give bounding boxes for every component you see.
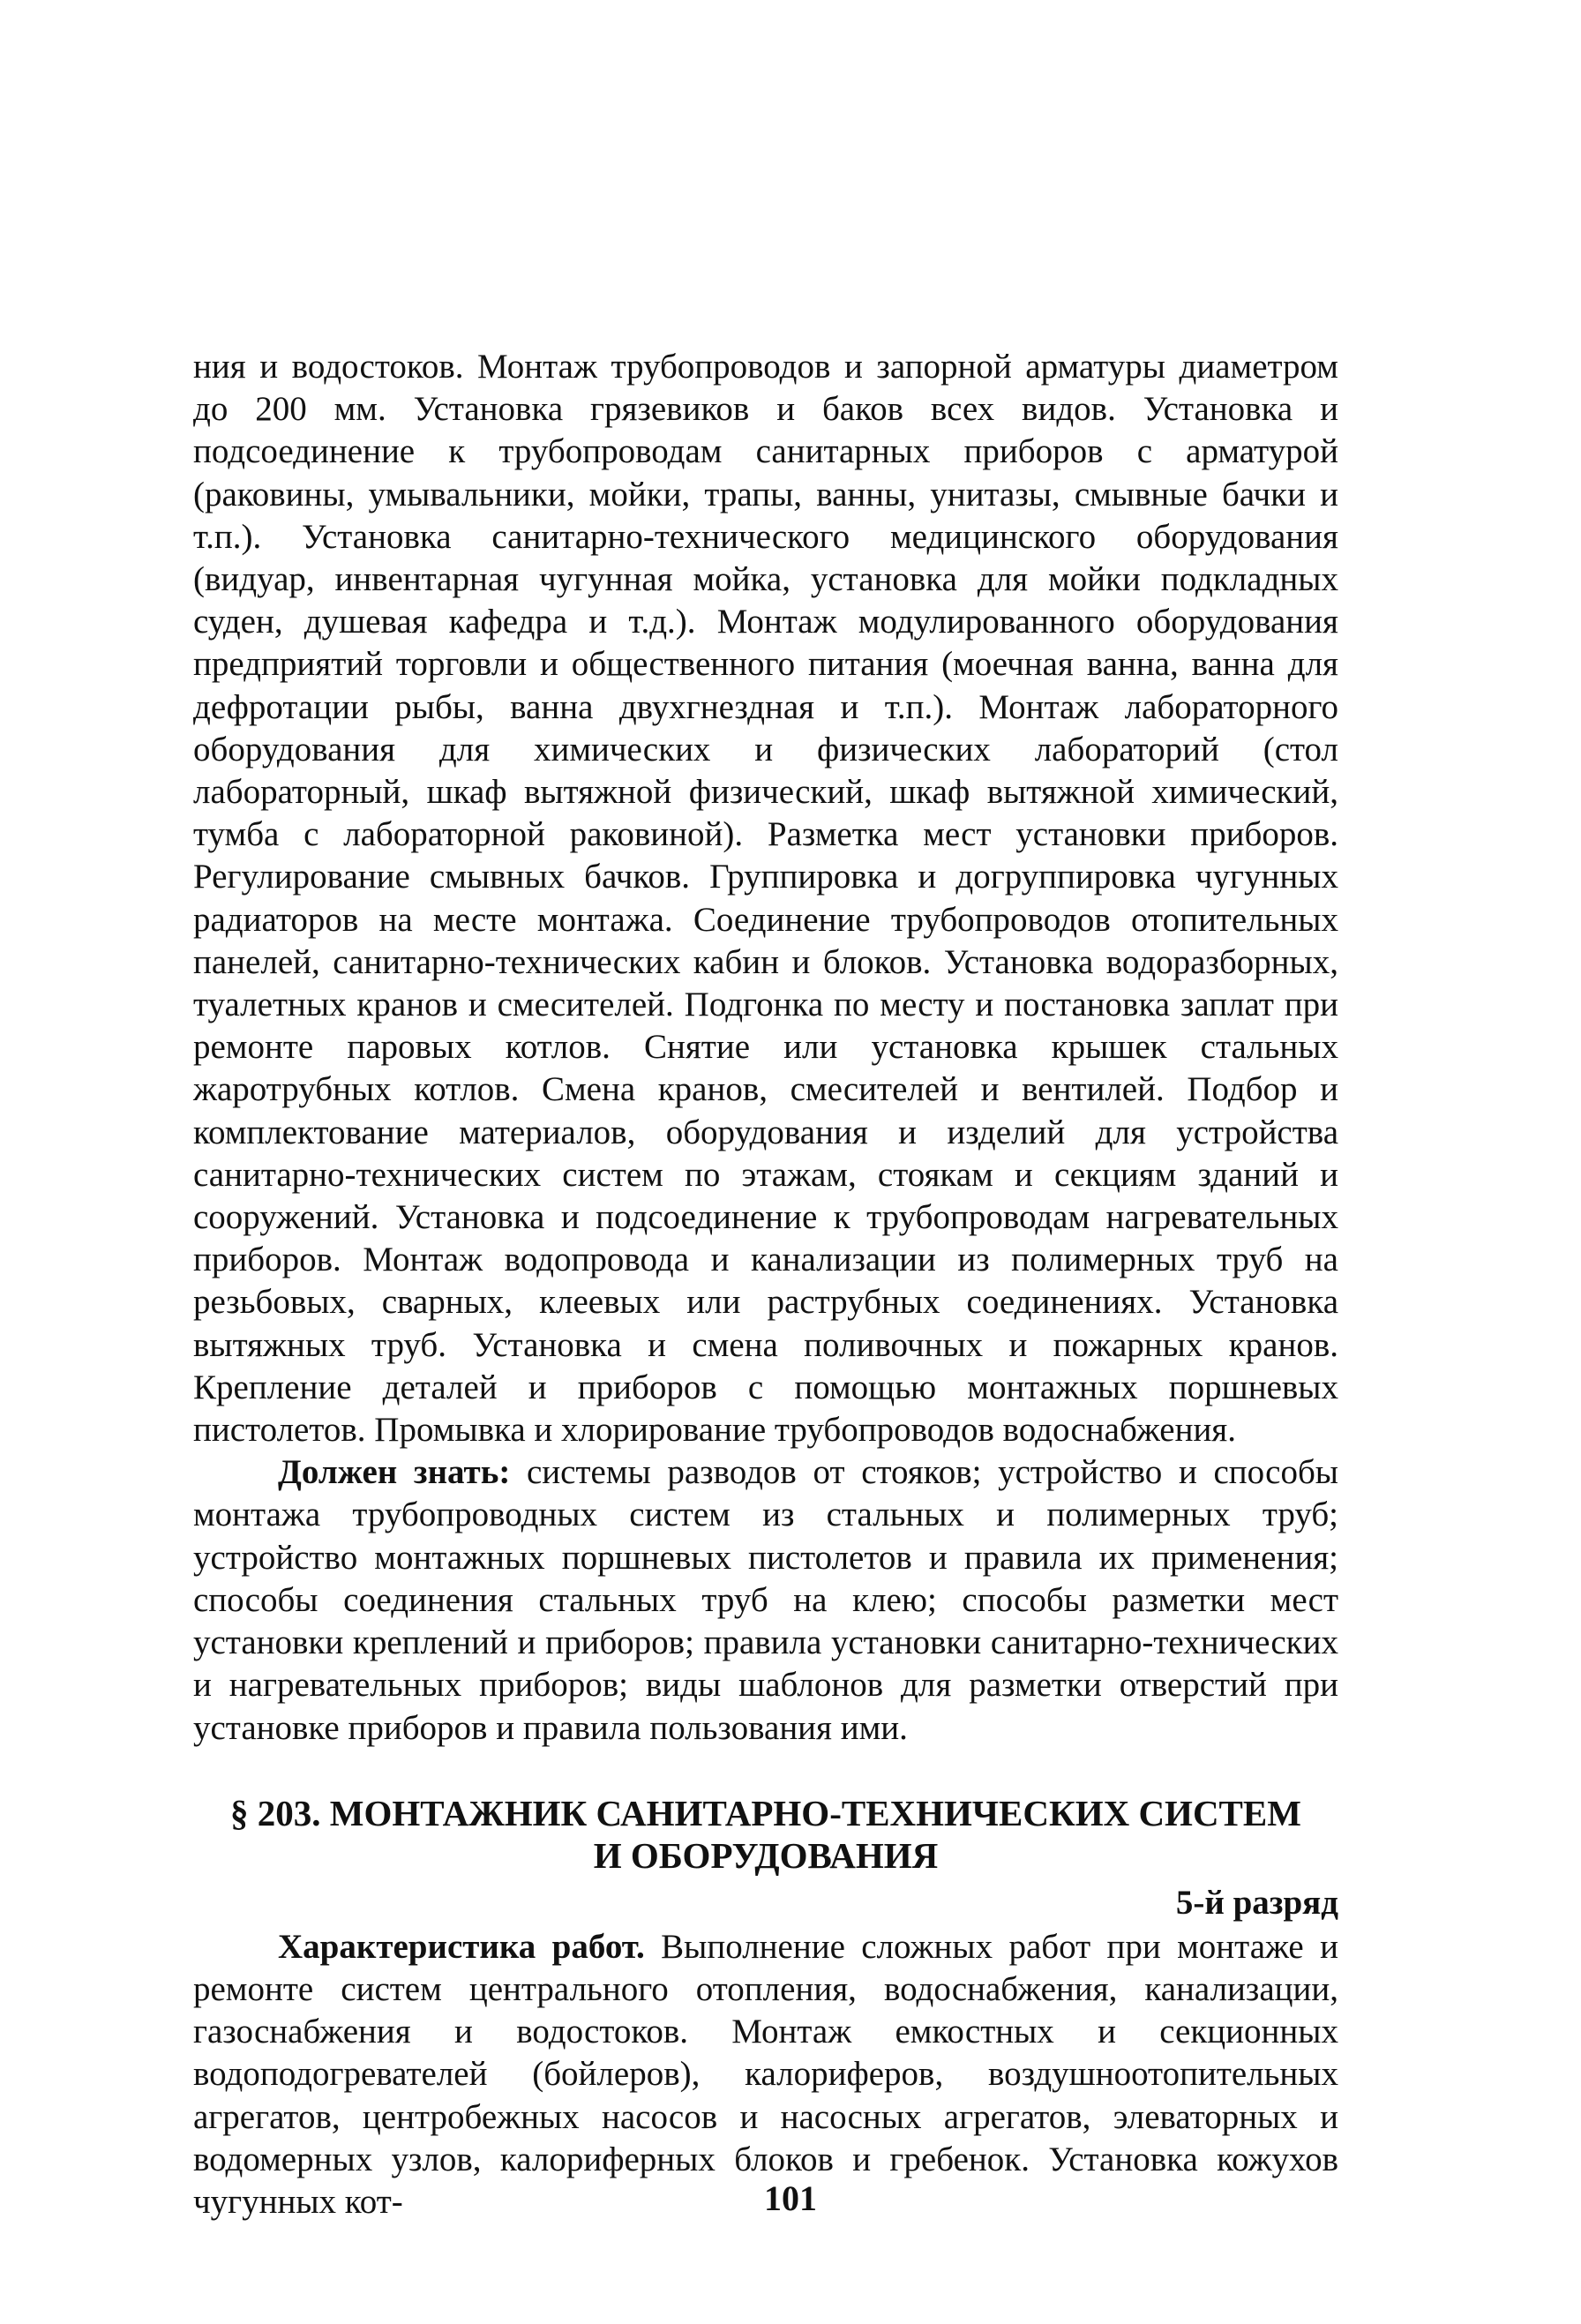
section-heading-line1: § 203. МОНТАЖНИК САНИТАРНО-ТЕХНИЧЕСКИХ СИСТЕМ [230,1792,1301,1833]
must-know-label: Должен знать: [278,1453,511,1492]
grade-label: 5-й разряд [1175,1883,1338,1922]
continuation-paragraph: ния и водостоков. Монтаж трубопроводов и запорной арматуры диаметром до 200 мм. Установка грязевиков и баков всех видов. Установка и подсоединение к трубопроводам санитарных приборов с арматурой (раковины, умывальники, мойки, трапы, ванны, унитазы, смывные бачки и т.п.). Установка санитарно-технического медицинского оборудования (видуар, инвентарная чугунная мойка, установка для мойки подкладных суден, душевая кафедра и т.д.). Монтаж модулированного оборудования предприятий торговли и общественного питания (моечная ванна, ванна для дефротации рыбы, ванна двухгнездная и т.п.). Монтаж лабораторного оборудования для химических и физических лабораторий (стол лабораторный, шкаф вытяжной физический, шкаф вытяжной химический, тумба с лабораторной раковиной). Разметка мест установки приборов. Регулирование смывных бачков. Группировка и догруппировка чугунных радиаторов на месте монтажа. Соединение трубопроводов отопительных панелей, санитарно-технических кабин и блоков. Установка водоразборных, туалетных кранов и смесителей. Подгонка по месту и постановка заплат при ремонте паровых котлов. Снятие или установка крышек стальных жаротрубных котлов. Смена кранов, смесителей и вентилей. Подбор и комплектование материалов, оборудования и изделий для устройства санитарно-технических систем по этажам, стоякам и секциям зданий и сооружений. Установка и подсоединение к трубопроводам нагревательных приборов. Монтаж водопровода и канализации из полимерных труб на резьбовых, сварных, клеевых или раструбных соединениях. Установка вытяжных труб. Установка и смена поливочных и пожарных кранов. Крепление деталей и приборов с помощью монтажных поршневых пистолетов. Промывка и хлорирование трубопроводов водоснабжения. [193,348,1338,1450]
must-know-paragraph [193,1451,1338,1749]
work-characteristics-label: Характеристика работ. [278,1927,645,1966]
page-body [193,346,1338,2223]
section-heading-line2: И ОБОРУДОВАНИЯ [593,1834,939,1876]
must-know-text: системы разводов от стояков; устройство и способы монтажа трубопроводных систем из стальных и полимерных труб; устройство монтажных поршневых пистолетов и правила их применения; способы соединения стальных труб на клею; способы разметки мест установки креплений и приборов; правила установки санитарно-технических и нагревательных приборов; виды шаблонов для разметки отверстий при установке приборов и правила пользования ими. [193,1453,1338,1747]
section-heading [193,1792,1338,1877]
work-characteristics-text: Выполнение сложных работ при монтаже и ремонте систем центрального отопления, водоснабжения, канализации, газоснабжения и водостоков. Монтаж емкостных и секционных водоподогревателей (бойлеров), калориферов, воздушноотопительных агрегатов, центробежных насосов и насосных агрегатов, элеваторных и водомерных узлов, калориферных блоков и гребенок. Установка кожухов чугунных кот- [193,1927,1338,2221]
page-number: 101 [764,2178,817,2218]
